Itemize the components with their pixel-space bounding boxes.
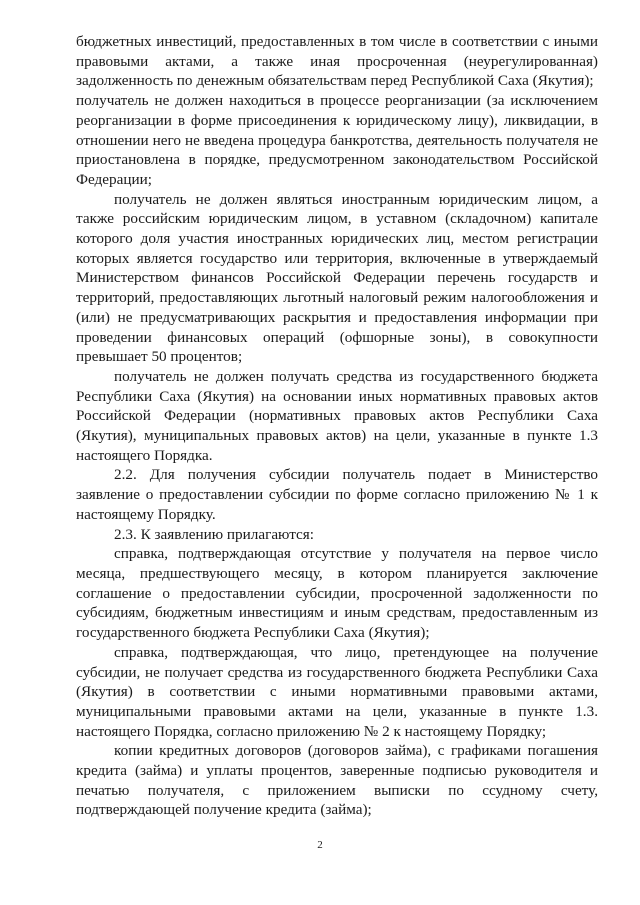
body-paragraph: получатель не должен получать средства из государственного бюджета Республики Саха (Якутия) на основании иных нормативных правовых актов Российской Федерации (нормативных правовых актов Республики Саха (Якутия), муниципальных правовых актов) на цели, указанные в пункте 1.3 настоящего Порядка. — [76, 367, 598, 464]
body-paragraph: справка, подтверждающая отсутствие у получателя на первое число месяца, предшествующего месяцу, в котором планируется заключение соглашение о предоставлении субсидии, просроченной задолженности по субсидиям, бюджетным инвестициям и иным средствам, предоставленным из государственного бюджета Республики Саха (Якутия); — [76, 545, 598, 642]
body-paragraph: копии кредитных договоров (договоров займа), с графиками погашения кредита (займа) и уплаты процентов, заверенные подписью руководителя и печатью получателя, с приложением выписки по ссудному счету, подтверждающей получение кредита (займа); — [76, 742, 598, 819]
body-paragraph: получатель не должен являться иностранным юридическим лицом, а также российским юридическим лицом, в уставном (складочном) капитале которого доля участия иностранных юридических лиц, местом регистрации которых является государство или территория, включенные в утверждаемый Министерством финансов Российской Федерации перечень государств и территорий, предоставляющих льготный налоговый режим налогообложения и (или) не предусматривающих раскрытия и предоставления информации при проведении финансовых операций (офшорные зоны), в совокупности превышает 50 процентов; — [76, 190, 598, 366]
body-paragraph: 2.3. К заявлению прилагаются: — [114, 525, 314, 543]
page-number: 2 — [317, 839, 323, 851]
body-paragraph: 2.2. Для получения субсидии получатель подает в Министерство заявление о предоставлении субсидии по форме согласно приложению № 1 к настоящему Порядку. — [76, 466, 598, 523]
body-paragraph: справка, подтверждающая, что лицо, претендующее на получение субсидии, не получает средства из государственного бюджета Республики Саха (Якутия) в соответствии с иными нормативными правовыми актами, муниципальными правовыми актами на цели, указанные в пункте 1.3. настоящего Порядка, согласно приложению № 2 к настоящему Порядку; — [76, 643, 598, 740]
body-paragraph: бюджетных инвестиций, предоставленных в том числе в соответствии с иными правовыми актами, а также иная просроченная (неурегулированная) задолженность по денежным обязательствам перед Республикой Саха (Якутия); — [76, 33, 598, 90]
body-paragraph: получатель не должен находиться в процессе реорганизации (за исключением реорганизации в форме присоединения к юридическому лицу), ликвидации, в отношении него не введена процедура банкротства, деятельность получателя не приостановлена в порядке, предусмотренном законодательством Российской Федерации; — [76, 92, 598, 188]
document-page — [76, 32, 598, 820]
